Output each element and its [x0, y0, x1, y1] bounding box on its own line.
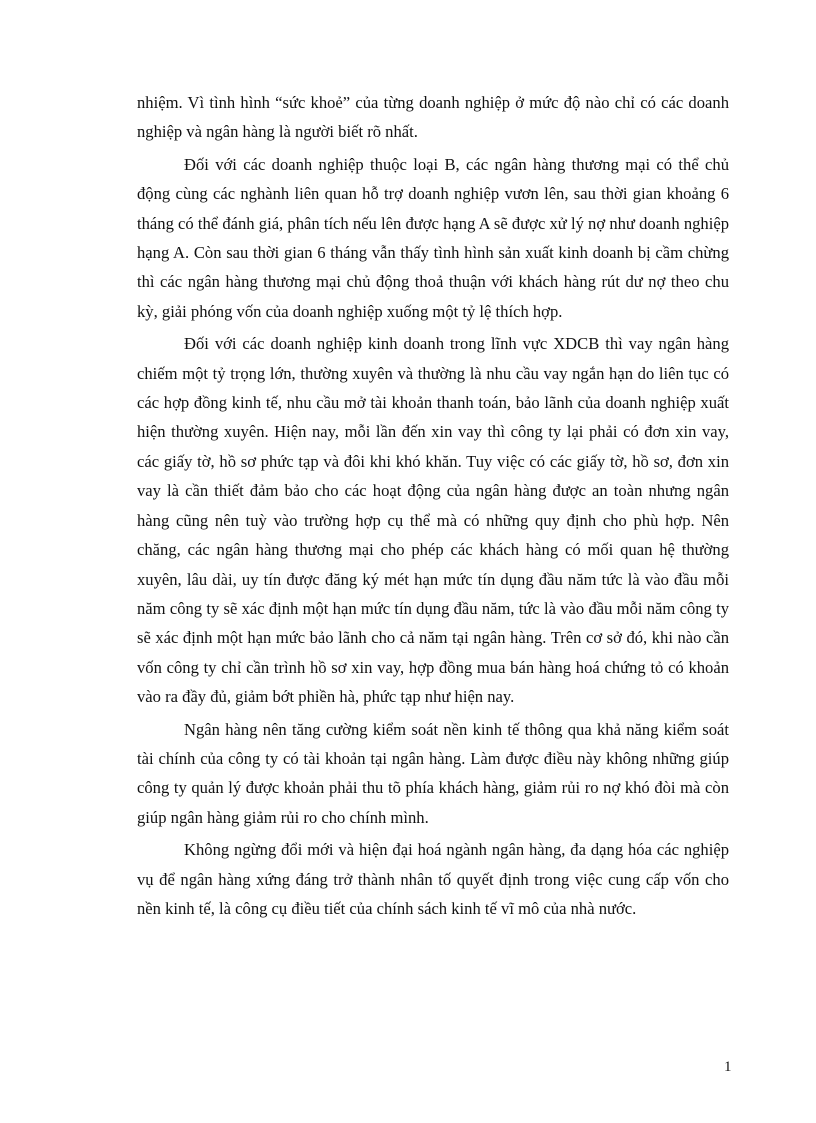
paragraph-continued: nhiệm. Vì tình hình “sức khoẻ” của từng doanh nghiệp ở mức độ nào chỉ có các doanh nghiệp và ngân hàng là người biết rõ nhất. — [137, 93, 729, 142]
paragraph-bank-modernization: Không ngừng đổi mới và hiện đại hoá ngành ngân hàng, đa dạng hóa các nghiệp vụ để ngân hàng xứng đáng trở thành nhân tố quyết định trong việc cung cấp vốn cho nền kinh tế, là công cụ điều tiết của chính sách kinh tế vĩ mô của nhà nước. — [137, 840, 729, 918]
paragraph-loan-group-b: Đối với các doanh nghiệp thuộc loại B, các ngân hàng thương mại có thể chủ động cùng các nghành liên quan hỗ trợ doanh nghiệp vươn lên, sau thời gian khoảng 6 tháng có thể đánh giá, phân tích nếu lên được hạng A sẽ được xử lý nợ như doanh nghiệp hạng A. Còn sau thời gian 6 tháng vẫn thấy tình hình sản xuất kinh doanh bị cầm chừng thì các ngân hàng thương mại chủ động thoả thuận với khách hàng rút dư nợ theo chu kỳ, giải phóng vốn của doanh nghiệp xuống một tỷ lệ thích hợp. — [137, 154, 729, 321]
page-number: 1 — [724, 1059, 732, 1075]
paragraph-financial-control: Ngân hàng nên tăng cường kiểm soát nền kinh tế thông qua khả năng kiểm soát tài chính của công ty có tài khoản tại ngân hàng. Làm được điều này không những giúp công ty quản lý được khoản phải thu tõ phía khách hàng, giảm rủi ro nợ khó đòi mà còn giúp ngân hàng giảm rủi ro cho chính mình. — [137, 719, 729, 827]
paragraph-construction-enterprises: Đối với các doanh nghiệp kinh doanh trong lĩnh vực XDCB thì vay ngân hàng chiếm một tỷ trọng lớn, thường xuyên và thường là nhu cầu vay ngắn hạn do liên tục có các hợp đồng kinh tế, nhu cầu mở tài khoản thanh toán, bảo lãnh của doanh nghiệp xuất hiện thường xuyên. Hiện nay, mỗi lần đến xin vay thì công ty lại phải có đơn xin vay, các giấy tờ, hồ sơ phức tạp và đôi khi khó khăn. Tuy việc có các giấy tờ, hồ sơ, đơn xin vay là cần thiết đảm bảo cho các hoạt động của ngân hàng được an toàn nhưng ngân hàng cũng nên tuỳ vào trường hợp cụ thể mà có những quy định cho phù hợp. Nên chăng, các ngân hàng thương mại cho phép các khách hàng có mối quan hệ thường xuyên, lâu dài, uy tín được đăng ký mét hạn mức tín dụng đầu năm tức là vào đầu mỗi năm công ty sẽ xác định một hạn mức tín dụng đầu năm, tức là vào đầu mỗi năm công ty sẽ xác định một hạn mức bảo lãnh cho cả năm tại ngân hàng. Trên cơ sở đó, khi nào cần vốn công ty chỉ cần trình hồ sơ xin vay, hợp đồng mua bán hàng hoá chứng tỏ có khoản vào ra đầy đủ, giảm bớt phiền hà, phức tạp như hiện nay. — [137, 334, 729, 707]
document-page — [137, 88, 729, 926]
